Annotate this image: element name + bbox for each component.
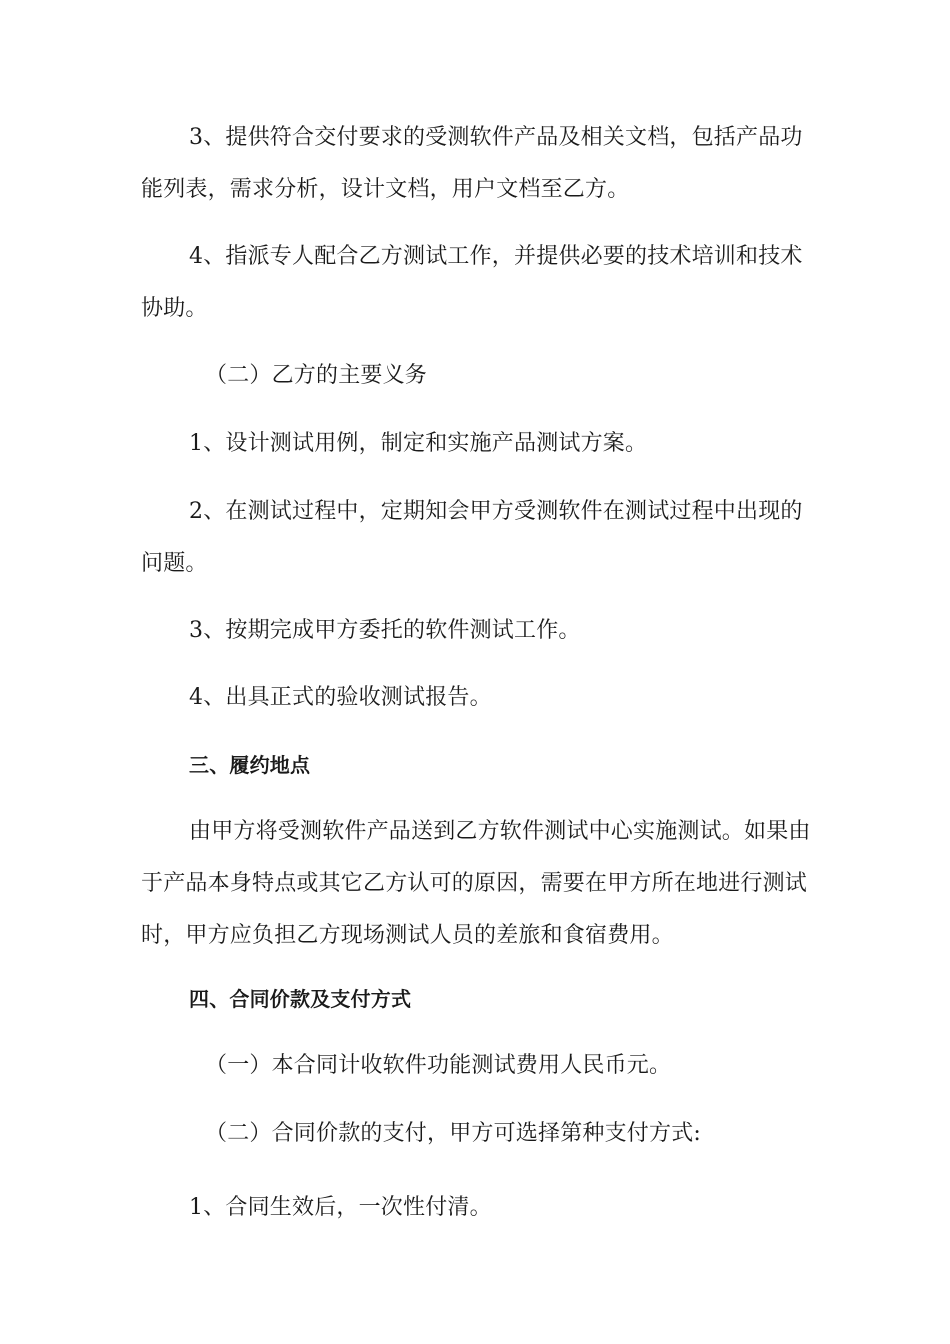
paragraph-assign-staff: 4、指派专人配合乙方测试工作，并提供必要的技术培训和技术协助。 bbox=[141, 244, 803, 321]
paragraph-design-test-cases: 1、设计测试用例，制定和实施产品测试方案。 bbox=[189, 431, 648, 456]
section-heading-performance-location: 三、履约地点 bbox=[189, 753, 311, 777]
paragraph-complete-testing: 3、按期完成甲方委托的软件测试工作。 bbox=[189, 618, 581, 643]
section-heading-price-payment: 四、合同价款及支付方式 bbox=[189, 987, 412, 1011]
paragraph-contract-fee: （一）本合同计收软件功能测试费用人民币元。 bbox=[205, 1053, 672, 1078]
paragraph-provide-software: 3、提供符合交付要求的受测软件产品及相关文档，包括产品功能列表，需求分析，设计文档，用户文档至乙方。 bbox=[141, 125, 803, 202]
paragraph-payment-method: （二）合同价款的支付，甲方可选择第种支付方式: bbox=[205, 1121, 702, 1146]
paragraph-notify-issues: 2、在测试过程中，定期知会甲方受测软件在测试过程中出现的问题。 bbox=[141, 499, 803, 576]
paragraph-location-details: 由甲方将受测软件产品送到乙方软件测试中心实施测试。如果由于产品本身特点或其它乙方认可的原因，需要在甲方所在地进行测试时，甲方应负担乙方现场测试人员的差旅和食宿费用。 bbox=[141, 819, 811, 948]
subheading-party-b-obligations: （二）乙方的主要义务 bbox=[205, 363, 428, 388]
paragraph-one-time-payment: 1、合同生效后，一次性付清。 bbox=[189, 1195, 492, 1220]
paragraph-issue-report: 4、出具正式的验收测试报告。 bbox=[189, 685, 492, 710]
